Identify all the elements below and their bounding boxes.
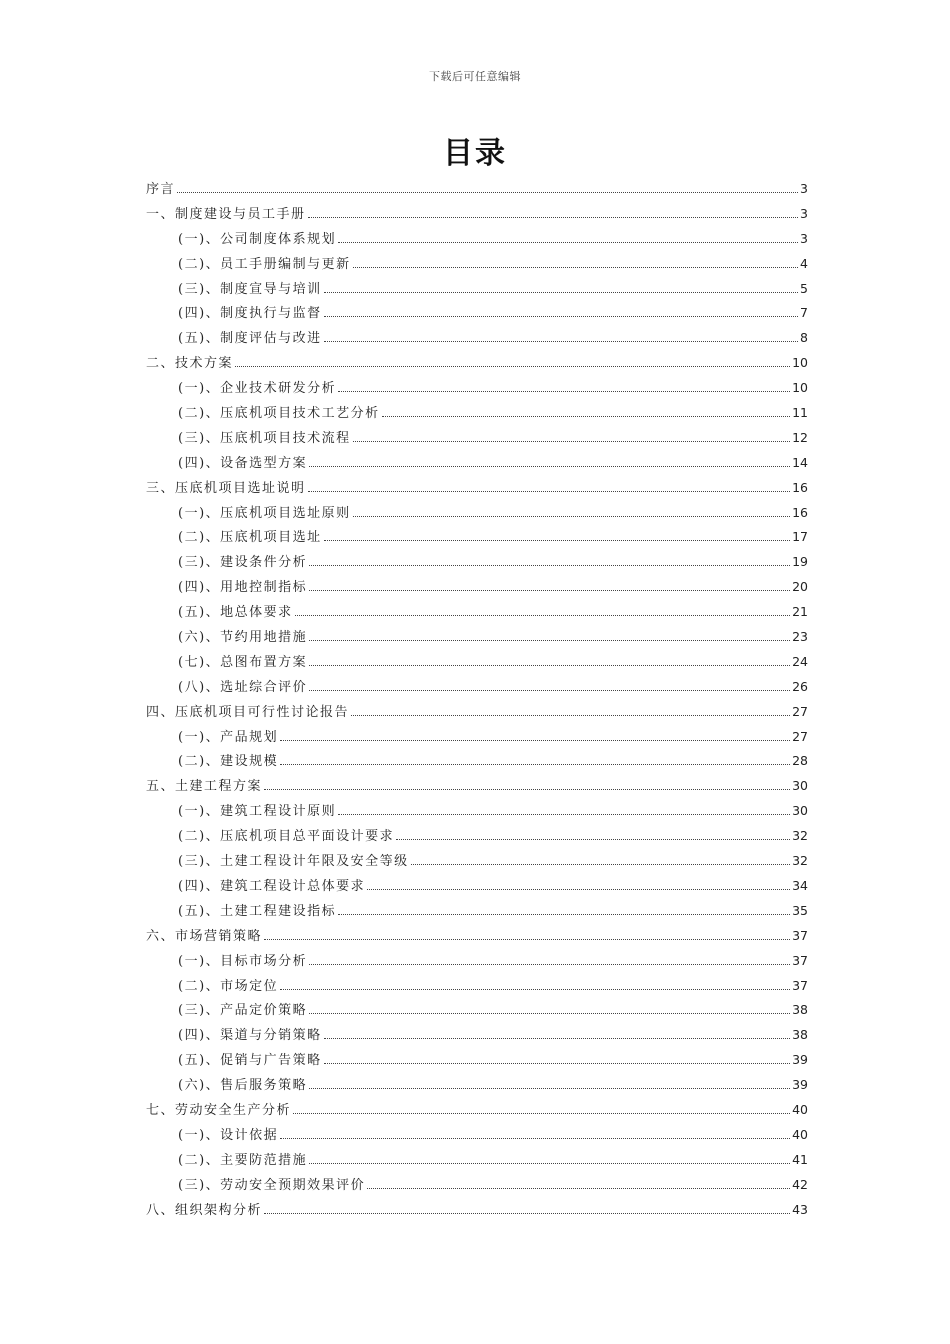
toc-entry-page: 3 [800,181,808,196]
toc-entry[interactable] [146,774,808,799]
toc-dot-leader [309,1013,790,1014]
toc-dot-leader [309,665,790,666]
toc-dot-leader [177,192,798,193]
toc-entry-label: (二)、建设规模 [178,754,279,770]
toc-entry-label: (一)、设计依据 [178,1127,279,1143]
toc-entry-page: 19 [792,554,808,570]
toc-entry-page: 35 [792,902,808,918]
toc-entry-label: 三、压底机项目选址说明 [146,480,306,496]
toc-entry-page: 32 [792,828,808,844]
toc-entry[interactable] [146,376,808,401]
toc-dot-leader [353,516,790,517]
toc-entry-page: 37 [792,977,808,993]
toc-entry-label: (一)、企业技术研发分析 [178,381,337,397]
toc-dot-leader [324,540,790,541]
toc-entry[interactable] [146,998,808,1023]
toc-entry[interactable] [146,501,808,526]
toc-entry[interactable] [146,575,808,600]
toc-dot-leader [382,416,790,417]
toc-dot-leader [353,267,798,268]
toc-entry[interactable] [146,525,808,550]
toc-entry[interactable] [146,1073,808,1098]
toc-dot-leader [367,1188,790,1189]
toc-entry[interactable] [146,277,808,302]
toc-entry-label: 八、组织架构分析 [146,1202,263,1218]
toc-entry-page: 23 [792,629,808,645]
toc-entry-page: 7 [800,305,808,321]
toc-entry-page: 28 [792,753,808,769]
toc-entry[interactable] [146,650,808,675]
toc-entry-label: 一、制度建设与员工手册 [146,206,306,222]
toc-dot-leader [309,690,790,691]
toc-entry-label: (三)、压底机项目技术流程 [178,430,351,446]
toc-entry-label: (三)、劳动安全预期效果评价 [178,1177,366,1193]
toc-entry[interactable] [146,202,808,227]
toc-dot-leader [309,466,790,467]
toc-entry-label: (一)、目标市场分析 [178,953,308,969]
toc-dot-leader [309,565,790,566]
toc-entry-page: 42 [792,1176,808,1192]
toc-entry-page: 10 [792,355,808,371]
toc-entry-page: 16 [792,504,808,520]
toc-entry-page: 37 [792,927,808,943]
toc-entry-label: (六)、节约用地措施 [178,630,308,646]
toc-entry[interactable] [146,899,808,924]
toc-entry[interactable] [146,351,808,376]
toc-entry[interactable] [146,1173,808,1198]
toc-entry-label: (六)、售后服务策略 [178,1078,308,1094]
toc-entry-page: 34 [792,877,808,893]
toc-entry-page: 27 [792,703,808,719]
toc-entry[interactable] [146,1123,808,1148]
toc-entry-page: 3 [800,205,808,221]
toc-entry-label: (四)、渠道与分销策略 [178,1028,322,1044]
toc-entry[interactable] [146,227,808,252]
toc-entry[interactable] [146,1048,808,1073]
toc-dot-leader [280,1138,790,1139]
toc-dot-leader [324,1038,790,1039]
toc-dot-leader [309,964,790,965]
toc-entry-page: 30 [792,803,808,819]
toc-entry-page: 26 [792,678,808,694]
toc-entry-label: (七)、总图布置方案 [178,654,308,670]
toc-entry[interactable] [146,550,808,575]
toc-entry-label: (四)、设备选型方案 [178,455,308,471]
toc-entry-page: 14 [792,454,808,470]
toc-entry-label: 五、土建工程方案 [146,779,263,795]
toc-dot-leader [351,715,790,716]
toc-entry[interactable] [146,924,808,949]
toc-entry-page: 30 [792,778,808,794]
toc-entry-label: (四)、建筑工程设计总体要求 [178,878,366,894]
toc-entry-label: (二)、市场定位 [178,978,279,994]
toc-dot-leader [264,1213,790,1214]
toc-entry-label: (三)、土建工程设计年限及安全等级 [178,854,409,870]
toc-entry[interactable] [146,326,808,351]
toc-entry-label: 七、劳动安全生产分析 [146,1102,292,1118]
toc-entry-page: 38 [792,1002,808,1018]
toc-entry-label: 四、压底机项目可行性讨论报告 [146,704,350,720]
toc-entry[interactable] [146,301,808,326]
toc-dot-leader [338,242,798,243]
toc-entry-page: 17 [792,529,808,545]
toc-entry[interactable] [146,874,808,899]
toc-entry[interactable] [146,949,808,974]
table-of-contents [146,177,808,1222]
toc-entry-label: (二)、压底机项目技术工艺分析 [178,406,380,422]
toc-entry[interactable] [146,974,808,999]
toc-entry[interactable] [146,1148,808,1173]
toc-dot-leader [309,640,790,641]
toc-dot-leader [353,441,790,442]
toc-dot-leader [309,1088,790,1089]
toc-dot-leader [264,939,790,940]
toc-entry-label: (二)、压底机项目选址 [178,530,322,546]
toc-entry-page: 12 [792,429,808,445]
toc-entry[interactable] [146,849,808,874]
toc-entry-page: 21 [792,604,808,620]
toc-entry-page: 8 [800,330,808,346]
toc-entry-page: 27 [792,728,808,744]
toc-entry-page: 41 [792,1151,808,1167]
toc-entry[interactable] [146,600,808,625]
toc-dot-leader [411,864,790,865]
toc-dot-leader [309,1163,790,1164]
toc-entry-page: 40 [792,1101,808,1117]
toc-dot-leader [235,366,790,367]
toc-dot-leader [367,889,790,890]
toc-entry-label: 六、市场营销策略 [146,928,263,944]
page-title: 目录 [443,136,507,171]
toc-entry-label: (五)、制度评估与改进 [178,331,322,347]
toc-entry-label: (三)、制度宣导与培训 [178,281,322,297]
toc-dot-leader [280,764,790,765]
toc-entry[interactable] [146,749,808,774]
toc-dot-leader [338,391,790,392]
toc-dot-leader [308,217,799,218]
toc-entry-page: 16 [792,479,808,495]
toc-dot-leader [324,1063,790,1064]
toc-dot-leader [293,1113,790,1114]
toc-entry-page: 43 [792,1201,808,1217]
toc-entry-label: (五)、土建工程建设指标 [178,903,337,919]
toc-entry-page: 11 [792,405,808,421]
toc-entry[interactable] [146,675,808,700]
toc-dot-leader [338,814,790,815]
toc-entry[interactable] [146,1098,808,1123]
toc-entry-label: (三)、产品定价策略 [178,1003,308,1019]
toc-entry-page: 39 [792,1052,808,1068]
toc-entry[interactable] [146,824,808,849]
toc-entry-label: (二)、压底机项目总平面设计要求 [178,829,395,845]
toc-entry-page: 24 [792,653,808,669]
toc-entry-page: 32 [792,853,808,869]
toc-entry[interactable] [146,476,808,501]
toc-dot-leader [308,491,791,492]
toc-entry[interactable] [146,177,808,202]
toc-dot-leader [309,590,790,591]
toc-dot-leader [324,292,798,293]
toc-entry-label: (四)、制度执行与监督 [178,306,322,322]
toc-entry-page: 10 [792,380,808,396]
toc-dot-leader [396,839,790,840]
toc-entry-label: (五)、促销与广告策略 [178,1053,322,1069]
toc-entry-page: 20 [792,579,808,595]
toc-entry-page: 38 [792,1027,808,1043]
toc-entry[interactable] [146,426,808,451]
toc-entry-label: (一)、压底机项目选址原则 [178,505,351,521]
toc-entry-label: (一)、公司制度体系规划 [178,231,337,247]
toc-entry-page: 5 [800,280,808,296]
toc-dot-leader [280,740,790,741]
toc-entry[interactable] [146,1023,808,1048]
toc-entry[interactable] [146,799,808,824]
toc-entry[interactable] [146,700,808,725]
toc-dot-leader [324,316,798,317]
toc-entry-label: (二)、主要防范措施 [178,1152,308,1168]
toc-entry[interactable] [146,252,808,277]
toc-entry[interactable] [146,725,808,750]
toc-entry-page: 40 [792,1126,808,1142]
toc-entry-page: 4 [800,255,808,271]
toc-entry-label: 序言 [146,182,176,197]
toc-entry[interactable] [146,401,808,426]
toc-entry-page: 37 [792,952,808,968]
toc-entry[interactable] [146,625,808,650]
toc-entry-label: (二)、员工手册编制与更新 [178,256,351,272]
toc-dot-leader [280,989,790,990]
toc-entry-page: 39 [792,1077,808,1093]
toc-entry-label: 二、技术方案 [146,356,234,372]
toc-entry-label: (三)、建设条件分析 [178,555,308,571]
toc-entry-label: (四)、用地控制指标 [178,580,308,596]
toc-entry-label: (五)、地总体要求 [178,605,293,621]
toc-entry-label: (八)、选址综合评价 [178,679,308,695]
toc-entry[interactable] [146,1198,808,1223]
toc-dot-leader [295,615,790,616]
toc-dot-leader [338,914,790,915]
toc-entry-page: 3 [800,230,808,246]
toc-entry-label: (一)、产品规划 [178,729,279,745]
header-note: 下载后可任意编辑 [429,70,521,83]
toc-entry[interactable] [146,451,808,476]
toc-entry-label: (一)、建筑工程设计原则 [178,804,337,820]
toc-dot-leader [264,789,790,790]
toc-dot-leader [324,341,798,342]
